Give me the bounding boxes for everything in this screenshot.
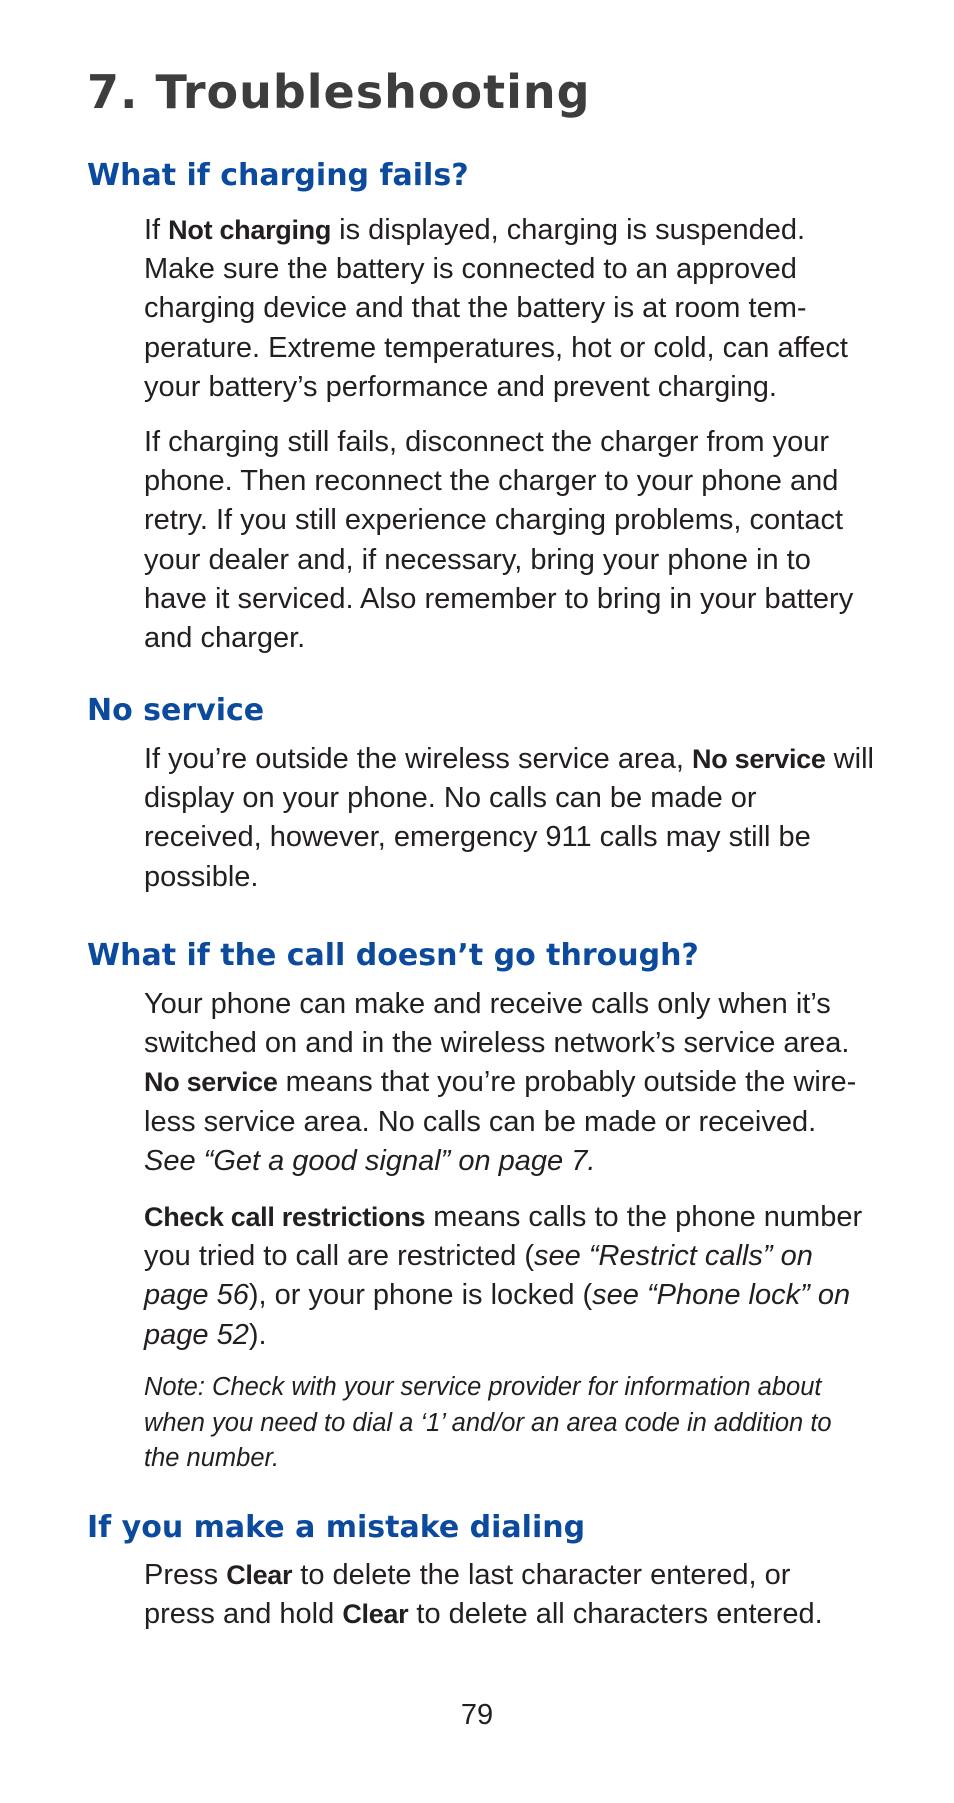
text-line: when you need to dial a ‘1’ and/or an area code in addition to	[144, 1408, 832, 1437]
key-label-clear: Clear	[226, 1560, 293, 1590]
text-line: the number.	[144, 1444, 280, 1472]
text-line	[144, 740, 896, 779]
text-run: to delete all characters entered.	[408, 1598, 823, 1631]
text-run: ), or your phone is locked (	[248, 1279, 593, 1312]
text-line	[144, 1595, 896, 1634]
text-line	[144, 1316, 896, 1355]
display-message-no-service: No service	[692, 744, 826, 774]
text-line: phone. Then reconnect the charger to your phone and	[144, 465, 839, 498]
cross-reference-restrict-calls: see “Restrict calls” on	[534, 1240, 813, 1273]
cross-reference-phone-lock: see “Phone lock” on	[592, 1279, 851, 1312]
text-line: less service area. No calls can be made or received.	[144, 1105, 817, 1138]
text-line: your dealer and, if necessary, bring your phone in to	[144, 543, 811, 576]
paragraph-no-service	[144, 740, 896, 897]
text-run: means that you’re probably outside the wire-	[277, 1066, 857, 1099]
paragraph-call-service-area	[144, 985, 896, 1181]
text-line: received, however, emergency 911 calls may still be	[144, 821, 811, 854]
paragraph-call-restrictions	[144, 1198, 896, 1355]
text-line: retry. If you still experience charging problems, contact	[144, 504, 844, 537]
heading-mistake-dialing: If you make a mistake dialing	[87, 1510, 586, 1545]
text-line	[144, 211, 896, 250]
text-line	[144, 1063, 896, 1102]
paragraph-charging-still-fails	[144, 423, 896, 658]
paragraph-not-charging	[144, 211, 896, 407]
text-line: your battery’s performance and prevent charging.	[144, 370, 777, 403]
display-message-no-service: No service	[144, 1067, 278, 1098]
text-run: press and hold	[144, 1598, 343, 1631]
chapter-title: 7. Troubleshooting	[87, 65, 591, 119]
text-run: If	[144, 214, 169, 246]
heading-call-fails: What if the call doesn’t go through?	[87, 938, 699, 973]
heading-no-service: No service	[87, 693, 265, 728]
text-line: Make sure the battery is connected to an approved	[144, 253, 797, 286]
text-line: switched on and in the wireless network’s service area.	[144, 1027, 850, 1060]
text-line: If charging still fails, disconnect the charger from your	[144, 426, 830, 458]
heading-charging-fails: What if charging fails?	[87, 158, 469, 193]
text-line: possible.	[144, 860, 259, 893]
cross-reference-page-52: page 52	[144, 1318, 249, 1351]
text-run: Press	[144, 1559, 227, 1591]
text-line	[144, 1198, 896, 1237]
text-line	[144, 1276, 896, 1315]
text-run: will	[825, 743, 874, 775]
text-line: perature. Extreme temperatures, hot or cold, can affect	[144, 331, 848, 364]
text-line: display on your phone. No calls can be made or	[144, 782, 757, 815]
text-line: charging device and that the battery is at room tem-	[144, 292, 807, 325]
display-message-not-charging: Not charging	[168, 215, 332, 245]
paragraph-clear-key	[144, 1556, 896, 1634]
text-line: Your phone can make and receive calls only when it’s	[144, 988, 831, 1020]
text-run: you tried to call are restricted (	[144, 1240, 535, 1273]
text-run: to delete the last character entered, or	[292, 1559, 791, 1591]
text-line	[144, 1237, 896, 1276]
text-line	[144, 1556, 896, 1595]
text-line: Note: Check with your service provider for information about	[144, 1373, 822, 1401]
display-message-check-call-restrictions: Check call restrictions	[144, 1202, 426, 1232]
text-run: ).	[248, 1318, 267, 1351]
text-run: means calls to the phone number	[425, 1201, 863, 1233]
text-run: If you’re outside the wireless service area,	[144, 743, 693, 775]
text-run: is displayed, charging is suspended.	[331, 214, 806, 246]
cross-reference-page-56: page 56	[144, 1279, 249, 1312]
cross-reference-get-good-signal: See “Get a good signal” on page 7.	[144, 1144, 596, 1177]
note-area-code	[144, 1370, 896, 1477]
key-label-clear: Clear	[342, 1599, 409, 1630]
text-line: and charger.	[144, 622, 306, 655]
page-number: 79	[460, 1699, 494, 1731]
text-line: have it serviced. Also remember to bring in your battery	[144, 582, 854, 615]
